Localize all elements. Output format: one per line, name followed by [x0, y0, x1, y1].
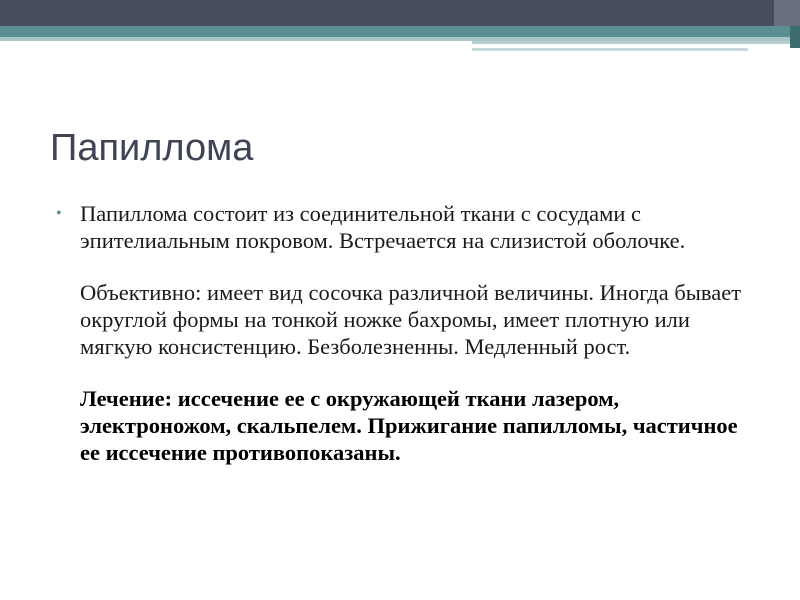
header-corner-block	[774, 0, 800, 26]
header-dark-band	[0, 0, 800, 26]
paragraph-objective: Объективно: имеет вид сосочка различной величины. Иногда бывает округлой формы на тонкой ножке бахромы, имеет плотную или мягкую консистенцию. Безболезненны. Медленный рост.	[80, 280, 742, 359]
header-accent-line-secondary	[472, 48, 748, 51]
paragraph-treatment: Лечение: иссечение ее с окружающей ткани лазером, электроножом, скальпелем. Прижигание папилломы, частичное ее иссечение противопоказаны.	[80, 386, 738, 465]
header-teal-band	[0, 26, 800, 37]
paragraph-description: Папиллома состоит из соединительной ткани с сосудами с эпителиальным покровом. Встречается на слизистой оболочке.	[80, 201, 686, 253]
header-accent-line	[472, 41, 800, 44]
slide-content	[56, 200, 756, 491]
bullet-marker: •	[56, 205, 62, 222]
header-accent-notch	[790, 26, 800, 48]
slide-title: Папиллома	[50, 127, 254, 169]
